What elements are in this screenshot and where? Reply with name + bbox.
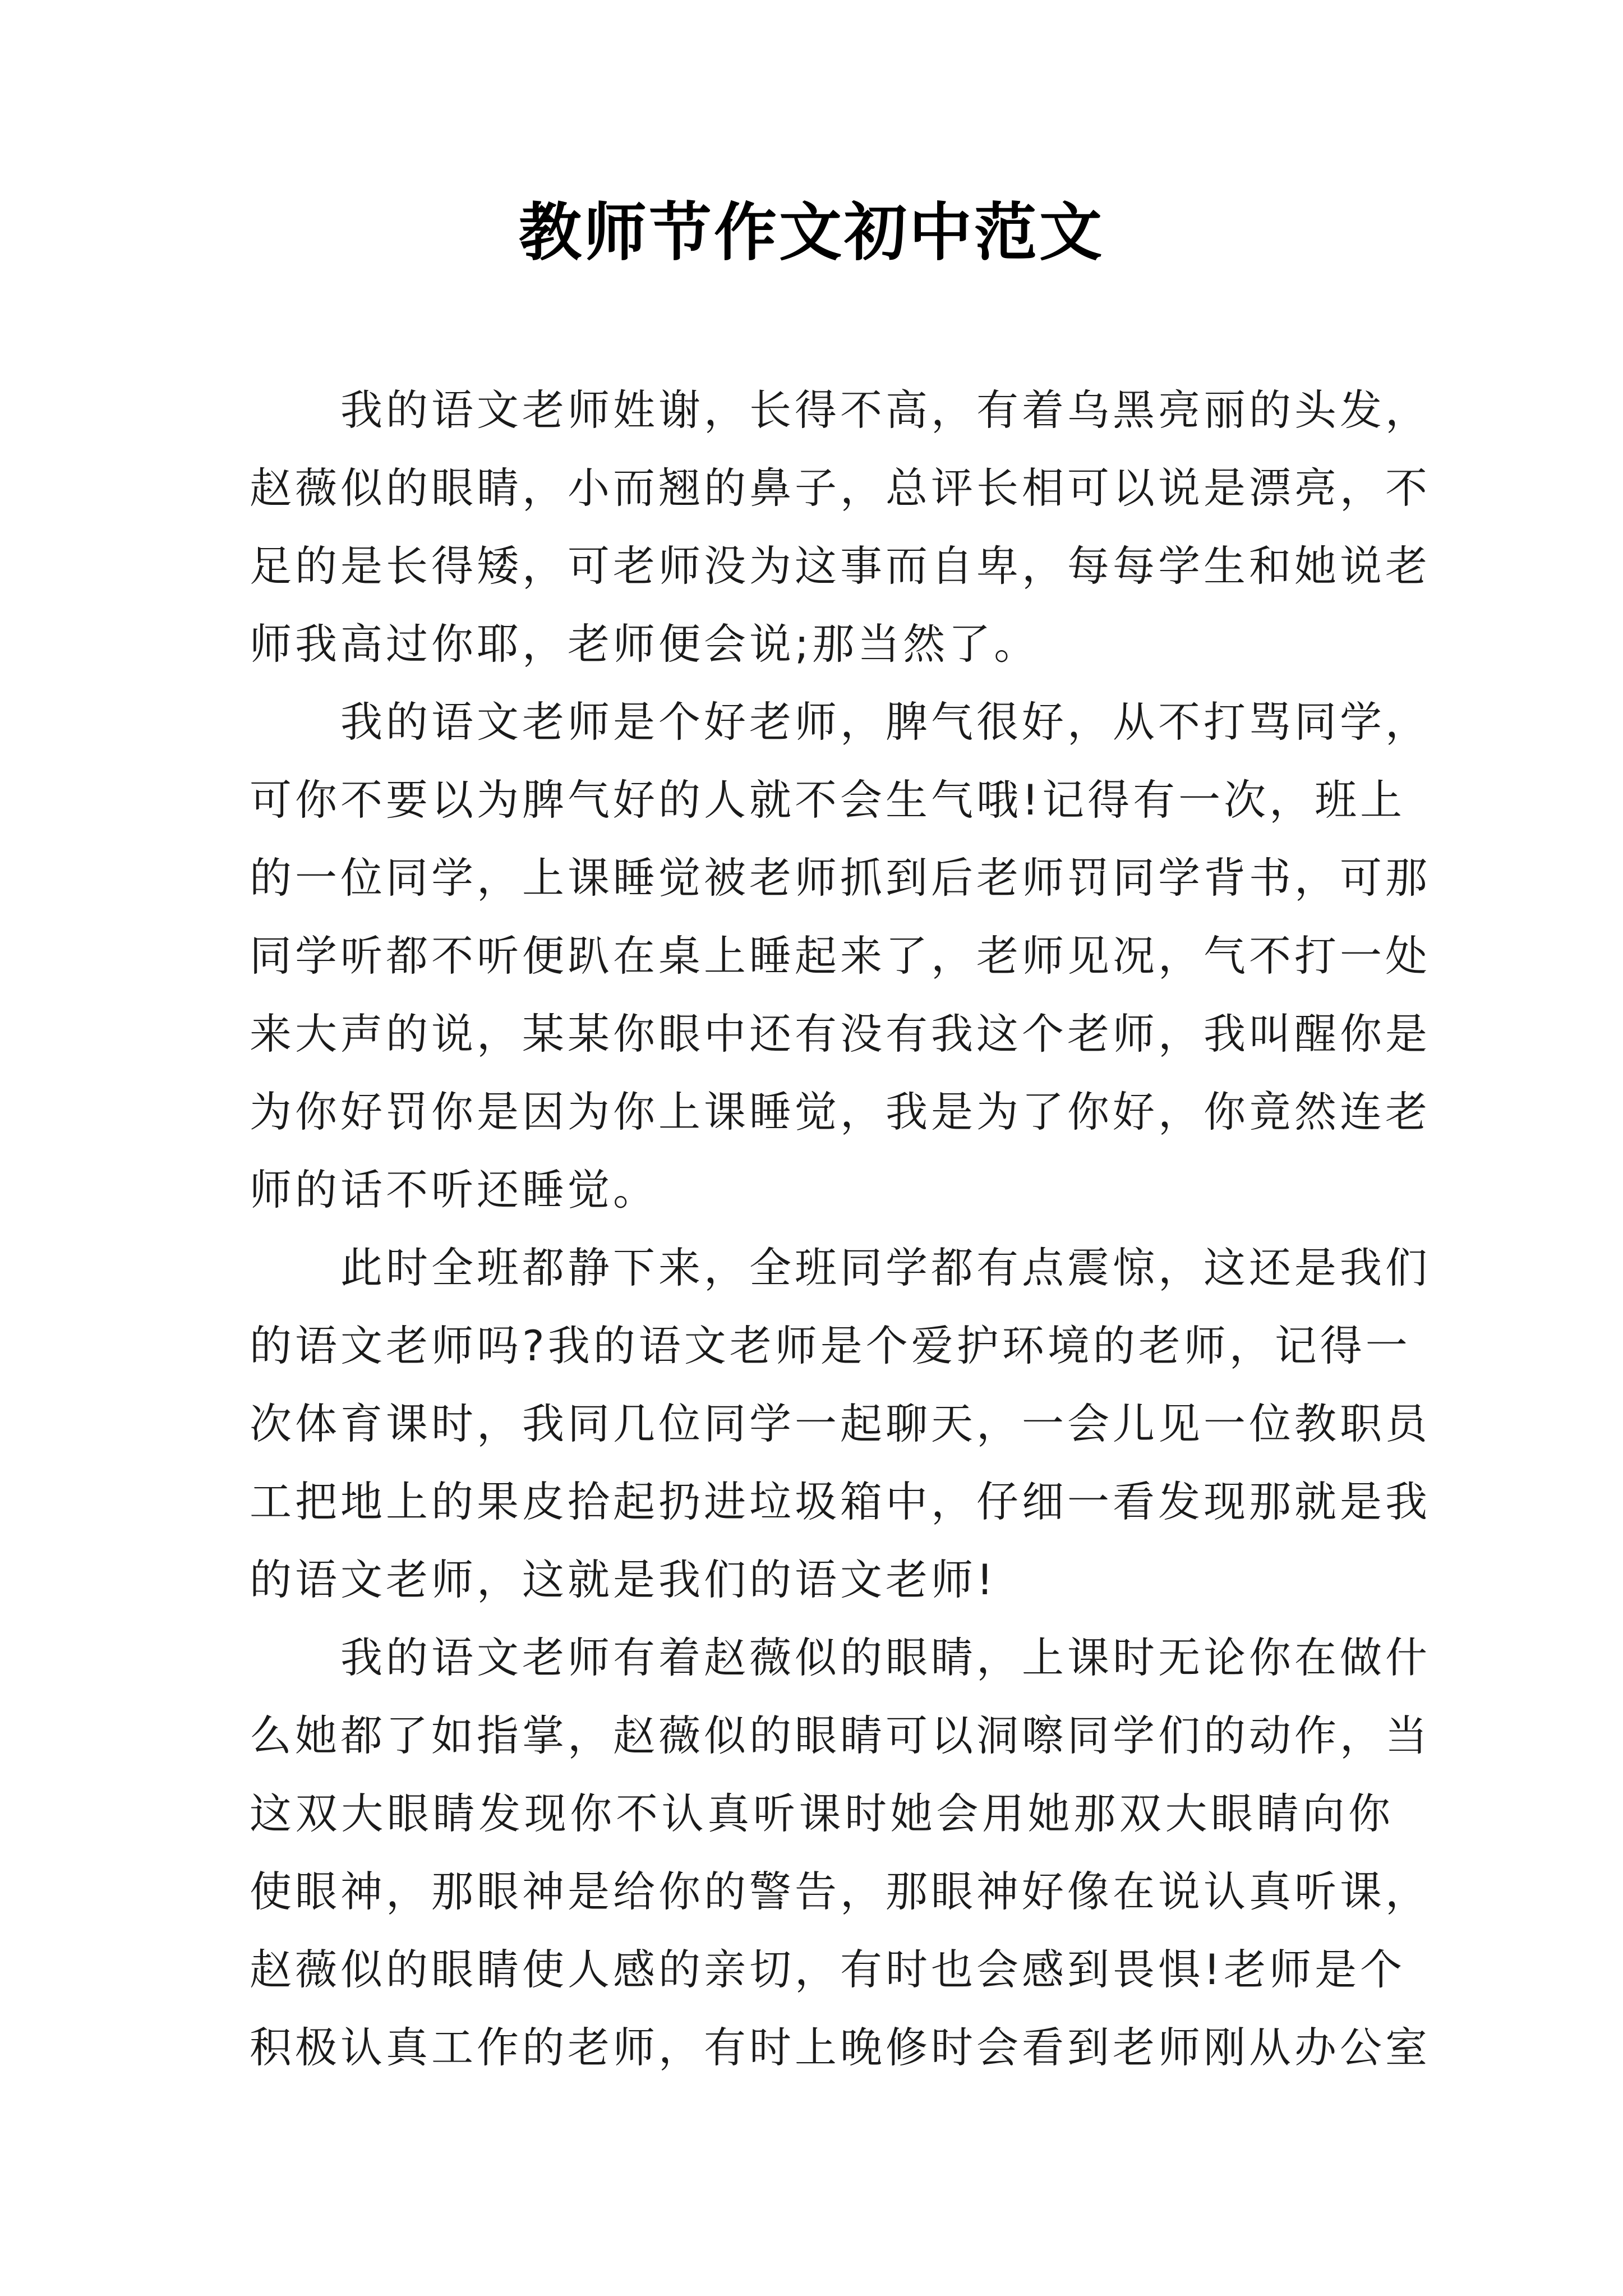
paragraph-3 (250, 1229, 1431, 1619)
text-line: 的语文老师，这就是我们的语文老师! (250, 1555, 997, 1604)
text-line: 此时全班都静下来，全班同学都有点震惊，这还是我们 (340, 1243, 1431, 1292)
text-line: 工把地上的果皮拾起扔进垃圾箱中，仔细一看发现那就是我 (250, 1477, 1431, 1526)
text-line: 的一位同学，上课睡觉被老师抓到后老师罚同学背书，可那 (250, 853, 1431, 903)
text-line: 师的话不听还睡觉。 (250, 1165, 659, 1214)
text-line: 师我高过你耶，老师便会说;那当然了。 (250, 619, 1040, 669)
text-line: 赵薇似的眼睛使人感的亲切，有时也会感到畏惧!老师是个 (250, 1945, 1406, 1994)
text-line: 这双大眼睛发现你不认真听课时她会用她那双大眼睛向你 (250, 1789, 1394, 1838)
paragraph-1 (250, 371, 1431, 683)
document-title: 教师节作文初中范文 (519, 196, 1104, 269)
text-line: 使眼神，那眼神是给你的警告，那眼神好像在说认真听课， (250, 1867, 1431, 1916)
text-line: 我的语文老师有着赵薇似的眼睛，上课时无论你在做什 (340, 1633, 1431, 1682)
text-line: 么她都了如指掌，赵薇似的眼睛可以洞嚓同学们的动作，当 (250, 1711, 1431, 1760)
text-line: 积极认真工作的老师，有时上晚修时会看到老师刚从办公室 (250, 2023, 1431, 2072)
paragraph-4 (250, 1619, 1431, 2087)
text-line: 同学听都不听便趴在桌上睡起来了，老师见况，气不打一处 (250, 931, 1431, 981)
text-line: 来大声的说，某某你眼中还有没有我这个老师，我叫醒你是 (250, 1009, 1431, 1059)
text-line: 赵薇似的眼睛，小而翘的鼻子，总评长相可以说是漂亮，不 (250, 463, 1431, 513)
text-line: 我的语文老师是个好老师，脾气很好，从不打骂同学， (340, 697, 1431, 747)
text-line: 我的语文老师姓谢，长得不高，有着乌黑亮丽的头发， (340, 385, 1431, 435)
text-line: 足的是长得矮，可老师没为这事而自卑，每每学生和她说老 (250, 541, 1431, 591)
text-line: 的语文老师吗?我的语文老师是个爱护环境的老师，记得一 (250, 1321, 1411, 1370)
text-line: 次体育课时，我同几位同学一起聊天，一会儿见一位教职员 (250, 1399, 1431, 1448)
text-line: 可你不要以为脾气好的人就不会生气哦!记得有一次，班上 (250, 775, 1406, 825)
text-line: 为你好罚你是因为你上课睡觉，我是为了你好，你竟然连老 (250, 1087, 1431, 1137)
document-body (250, 371, 1431, 2087)
paragraph-2 (250, 683, 1431, 1229)
